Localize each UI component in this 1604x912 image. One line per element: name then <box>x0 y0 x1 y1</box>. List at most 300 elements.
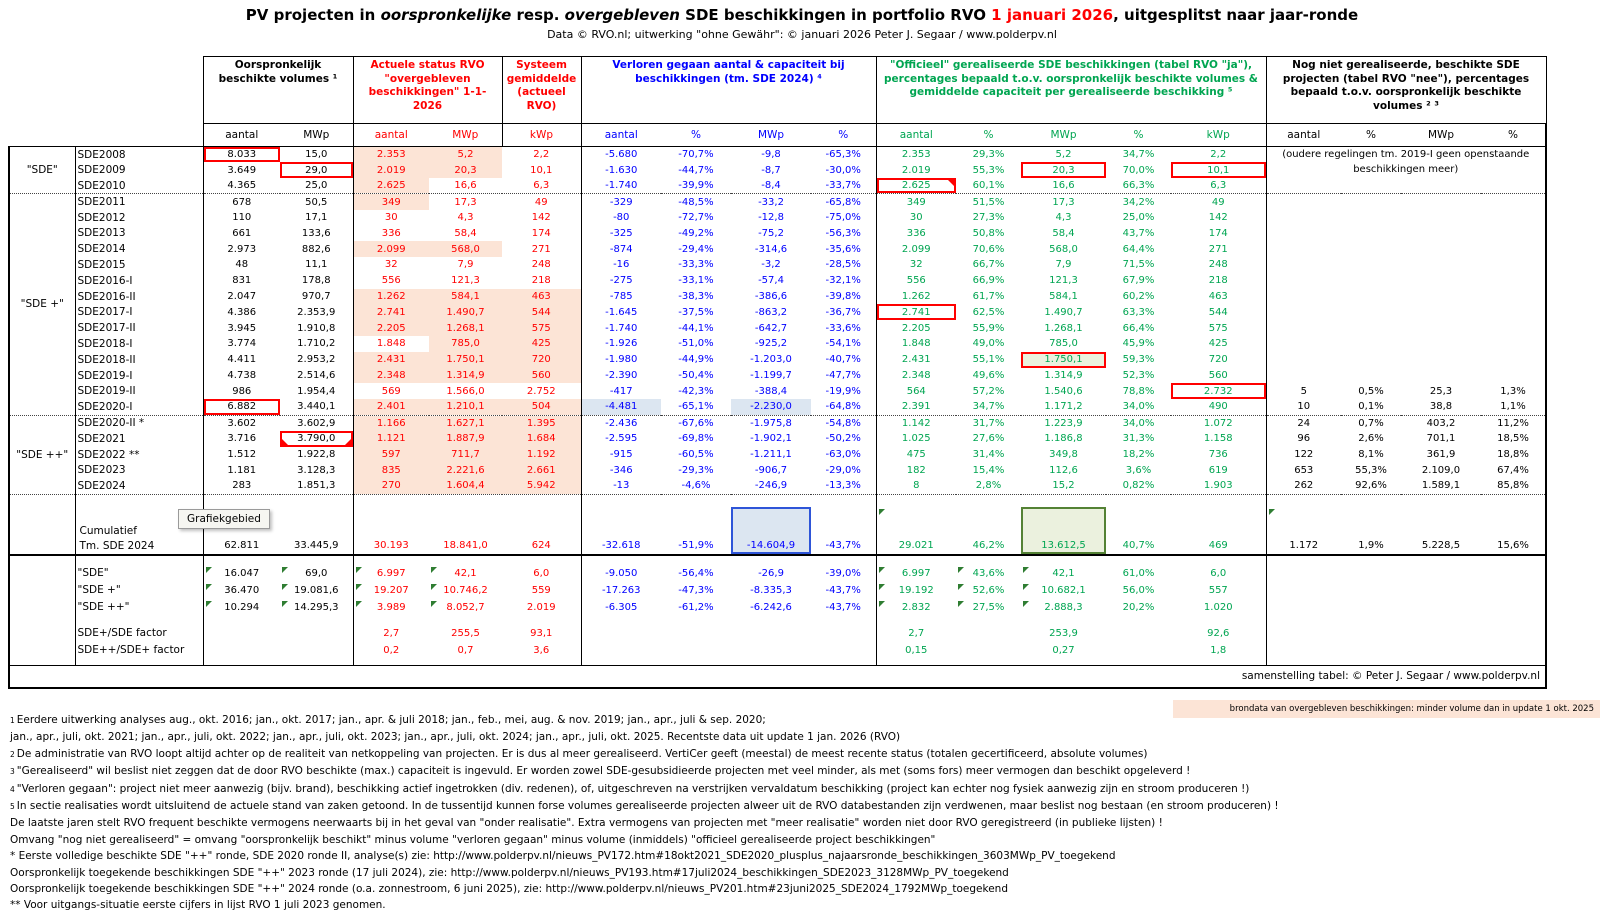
data-cell: -48,5% <box>678 196 714 208</box>
data-cell <box>1021 659 1106 666</box>
data-cell: -42,3% <box>678 385 714 397</box>
table-row <box>9 399 1546 415</box>
data-cell <box>1401 625 1481 642</box>
footnote-line <box>10 848 1210 864</box>
row-label: SDE2017-I <box>77 306 133 319</box>
data-cell: 55,3% <box>972 164 1005 176</box>
data-cell: -36,7% <box>825 306 861 318</box>
data-cell: 10.746,2 <box>429 582 502 599</box>
data-cell <box>811 616 876 625</box>
data-cell: 575 <box>502 320 581 336</box>
data-cell: 711,7 <box>429 447 502 463</box>
data-cell <box>280 494 353 507</box>
data-cell <box>353 494 429 507</box>
data-cell <box>876 555 956 565</box>
data-cell <box>1401 494 1481 507</box>
summary-row <box>9 599 1546 616</box>
row-label: SDE2019-I <box>77 369 133 382</box>
data-cell: 349 <box>876 194 956 210</box>
data-cell: 1.166 <box>353 415 429 431</box>
data-cell <box>1481 368 1546 384</box>
column-subheader: aantal <box>353 124 429 147</box>
data-cell: 248 <box>531 259 551 271</box>
column-group-header: Oorspronkelijk beschikte volumes ¹ <box>203 57 353 124</box>
footnote-text: De administratie van RVO loopt altijd achter op de realiteit van netkoppeling van projecten. Er is dus al meer gerealiseerd. VertiCer geeft (meestal) de meest recente status (totalen gecertificeerd, absolute volumes) <box>16 747 1148 760</box>
data-cell: -80 <box>581 210 661 226</box>
row-label: SDE+/SDE factor <box>77 627 167 640</box>
footnote-text: "Verloren gegaan": project niet meer aanwezig (bijv. brand), beschikking actief ingetrokken (div. redenen), of, uitgeschreven na verstrijken vervaldatum beschikking (project kan echter nog fysiek aanwezig zijn en stroom produceren !) <box>16 782 1250 795</box>
data-cell <box>876 494 956 507</box>
data-cell: 0,5% <box>1358 385 1384 397</box>
table-row <box>9 289 1546 305</box>
data-cell <box>581 642 661 659</box>
data-cell: 1.186,8 <box>1044 433 1083 445</box>
data-cell <box>1341 304 1401 320</box>
data-cell: -906,7 <box>754 464 788 476</box>
data-cell: 34,7% <box>1122 149 1155 161</box>
data-cell: 5 <box>1266 383 1341 399</box>
data-cell <box>1481 336 1546 352</box>
data-cell <box>731 616 811 625</box>
data-cell: 31,7% <box>972 417 1005 429</box>
data-cell: 40,7% <box>1106 507 1171 555</box>
data-cell <box>581 659 661 666</box>
data-cell: -325 <box>581 225 661 241</box>
data-cell: 4,3 <box>457 212 474 224</box>
data-cell: 10.294 <box>203 599 280 616</box>
group-label: "SDE +" <box>9 194 75 415</box>
data-cell: 17,3 <box>1052 196 1075 208</box>
data-cell: 61,0% <box>1122 567 1155 579</box>
footnote-text: Omvang "nog niet gerealiseerd" = omvang "oorspronkelijk beschikt" minus volume "verloren gegaan" minus volume (inmiddels) "officieel gerealiseerde project beschikkingen" <box>10 833 936 846</box>
data-cell: -64,8% <box>811 399 876 415</box>
data-cell <box>1266 194 1341 210</box>
data-cell: -26,9 <box>758 567 784 579</box>
data-cell: 18,5% <box>1481 431 1546 447</box>
footnote-line <box>10 712 1210 729</box>
data-cell <box>280 555 353 565</box>
data-cell: -51,0% <box>678 338 714 350</box>
data-cell: 1.589,1 <box>1401 478 1481 494</box>
data-cell: 48 <box>203 257 280 273</box>
data-cell <box>1401 304 1481 320</box>
data-cell: 2.019 <box>876 162 956 178</box>
data-cell: -39,8% <box>825 291 861 303</box>
data-cell: 1.171,2 <box>1021 399 1106 415</box>
column-subheader: % <box>811 124 876 147</box>
table-row <box>9 336 1546 352</box>
data-cell: 720 <box>1208 354 1228 366</box>
data-cell: -1.926 <box>581 336 661 352</box>
data-cell: -65,3% <box>825 149 861 161</box>
data-cell: -863,2 <box>754 306 788 318</box>
data-cell: -54,1% <box>825 338 861 350</box>
data-cell: -314,6 <box>754 243 788 255</box>
footnote-line <box>10 781 1250 798</box>
title-segment: overgebleven <box>564 6 680 24</box>
data-cell: 361,9 <box>1426 449 1456 461</box>
data-cell: -275 <box>581 273 661 289</box>
data-cell <box>1341 659 1401 666</box>
data-cell <box>1401 273 1481 289</box>
footnote-line <box>10 746 1210 763</box>
data-cell: 2.953,2 <box>297 354 336 366</box>
data-cell <box>1171 555 1266 565</box>
data-cell <box>1341 225 1401 241</box>
data-cell: 60,1% <box>956 178 1021 194</box>
row-label: SDE2017-II <box>77 322 136 335</box>
footnote-line <box>10 881 1210 897</box>
data-cell <box>1106 616 1171 625</box>
data-cell: -65,1% <box>661 399 731 415</box>
data-cell: 7,9 <box>1055 259 1072 271</box>
data-cell: 2.221,6 <box>429 462 502 478</box>
data-cell: 1.223,9 <box>1044 417 1083 429</box>
data-cell: 142 <box>1208 212 1228 224</box>
data-cell <box>280 625 353 642</box>
data-cell: 1.750,1 <box>429 352 502 368</box>
data-cell: 3.774 <box>203 336 280 352</box>
data-cell <box>661 625 731 642</box>
data-cell: 34,2% <box>1122 196 1155 208</box>
group-label-spacer <box>9 616 75 625</box>
data-cell: 5,2 <box>1055 149 1072 161</box>
data-cell: 882,6 <box>301 243 331 255</box>
data-cell: 575 <box>1208 322 1228 334</box>
data-cell <box>661 555 731 565</box>
data-cell <box>731 625 811 642</box>
data-cell: 785,0 <box>1049 338 1078 350</box>
data-cell: 0,2 <box>353 642 429 659</box>
data-cell <box>203 659 280 666</box>
data-cell: -2.230,0 <box>731 399 811 415</box>
data-cell <box>1341 194 1401 210</box>
data-cell: 678 <box>203 194 280 210</box>
data-cell: 1.142 <box>876 415 956 431</box>
group-label-spacer <box>9 555 75 565</box>
row-label: SDE2015 <box>77 258 126 271</box>
data-cell <box>581 625 661 642</box>
row-label <box>75 494 203 507</box>
data-cell: 31,3% <box>1122 433 1155 445</box>
data-cell: 0,27 <box>1052 644 1075 656</box>
data-cell: -32,1% <box>825 275 861 287</box>
data-cell: 661 <box>203 225 280 241</box>
data-cell: 469 <box>1171 507 1266 555</box>
header-row <box>9 57 1546 124</box>
data-cell: -19,9% <box>825 385 861 397</box>
data-cell <box>1266 368 1341 384</box>
data-cell: 32 <box>876 257 956 273</box>
data-cell: 271 <box>1208 243 1228 255</box>
data-cell <box>1341 582 1401 599</box>
data-cell: 67,4% <box>1481 462 1546 478</box>
data-cell <box>1481 565 1546 582</box>
data-cell: 1.848 <box>876 336 956 352</box>
sde-table <box>8 56 1547 689</box>
data-cell: 2.741 <box>876 304 956 320</box>
table-row <box>9 178 1546 194</box>
data-cell: -75,0% <box>825 212 861 224</box>
data-cell: 10,1 <box>530 164 553 176</box>
data-cell: -9.050 <box>581 565 661 582</box>
data-cell <box>581 555 661 565</box>
data-cell: 56,0% <box>1122 584 1155 596</box>
data-cell <box>731 494 811 507</box>
data-cell: -785 <box>581 289 661 305</box>
data-cell: 15,0 <box>305 149 328 161</box>
table-credit: samenstelling tabel: © Peter J. Segaar / www.polderpv.nl <box>9 665 1546 688</box>
data-cell: -38,3% <box>678 291 714 303</box>
data-cell: 1.627,1 <box>429 415 502 431</box>
data-cell <box>1481 599 1546 616</box>
data-cell: 45,9% <box>1122 338 1155 350</box>
data-cell: -388,4 <box>754 385 788 397</box>
data-cell: -40,7% <box>825 354 861 366</box>
data-cell <box>280 642 353 659</box>
data-cell: 6.882 <box>203 399 280 415</box>
data-cell: 30 <box>353 210 429 226</box>
data-cell: 5.942 <box>502 478 581 494</box>
column-group-header: Systeem gemiddelde (actueel RVO) <box>502 57 581 124</box>
data-cell: 1.512 <box>203 447 280 463</box>
data-cell <box>1401 642 1481 659</box>
group-label-spacer <box>9 642 75 659</box>
data-cell: -14.604,9 <box>731 507 811 555</box>
data-cell: -50,4% <box>678 370 714 382</box>
data-cell <box>502 659 581 666</box>
data-cell <box>203 625 280 642</box>
data-cell: -43,7% <box>825 601 861 613</box>
data-cell: 92,6 <box>1207 627 1230 639</box>
data-cell <box>1341 555 1401 565</box>
data-cell <box>1341 336 1401 352</box>
data-cell: 556 <box>353 273 429 289</box>
data-cell <box>1481 194 1546 210</box>
data-cell <box>1401 616 1481 625</box>
credit-row <box>9 665 1546 688</box>
data-cell: 16,6 <box>429 178 502 194</box>
data-cell <box>1401 352 1481 368</box>
data-cell: 8 <box>876 478 956 494</box>
data-cell <box>280 659 353 666</box>
row-label: SDE2012 <box>77 211 126 224</box>
data-cell <box>1341 599 1401 616</box>
group-label-spacer <box>9 494 75 507</box>
summary-row <box>9 565 1546 582</box>
data-cell: 2.401 <box>353 399 429 415</box>
data-cell: -30,0% <box>825 164 861 176</box>
data-cell: 16.047 <box>203 565 280 582</box>
table-row <box>9 225 1546 241</box>
data-cell: 1.566,0 <box>446 385 485 397</box>
data-cell: 18,8% <box>1481 447 1546 463</box>
footnote-text: De laatste jaren stelt RVO frequent beschikte vermogens neerwaarts bij in het geval van "onder realisatie". Extra vermogens van projecten met "meer realisatie" worden niet door RVO geregistreerd (in publieke lijsten) ! <box>10 817 1163 830</box>
data-cell: -1.975,8 <box>750 417 792 429</box>
data-cell: 0,7% <box>1358 417 1384 429</box>
data-cell: -8.335,3 <box>750 584 792 596</box>
data-cell: 2,7 <box>353 625 429 642</box>
data-cell <box>429 659 502 666</box>
row-label: SDE2013 <box>77 227 126 240</box>
data-cell: -13,3% <box>811 478 876 494</box>
data-cell <box>1266 599 1341 616</box>
data-cell: 55,9% <box>972 322 1005 334</box>
page-title <box>0 6 1604 24</box>
data-cell <box>1106 659 1171 666</box>
data-cell: 2.019 <box>526 601 556 613</box>
footnote-marker: 2 <box>10 749 15 759</box>
data-cell: 490 <box>1171 399 1266 415</box>
data-cell: 60,2% <box>1122 291 1155 303</box>
data-cell: 17,3 <box>454 196 477 208</box>
data-cell: 831 <box>203 273 280 289</box>
data-cell <box>581 494 661 507</box>
data-cell: 504 <box>502 399 581 415</box>
data-cell: 33.445,9 <box>280 507 353 555</box>
data-cell: 61,7% <box>972 291 1005 303</box>
data-cell <box>203 616 280 625</box>
data-cell: 2.353 <box>353 147 429 163</box>
data-cell <box>502 616 581 625</box>
data-cell: 463 <box>1208 291 1228 303</box>
column-subheader: MWp <box>429 124 502 147</box>
data-cell: 49 <box>534 196 548 208</box>
data-cell <box>1171 659 1266 666</box>
footnote-text: Oorspronkelijk toegekende beschikkingen SDE "++" 2023 ronde (17 juli 2024), zie: http://www.polderpv.nl/nieuws_PV193.htm#17juli2024_beschikkingen_SDE2023_3128MWp_PV_toegekend <box>10 866 1009 879</box>
column-subheader: MWp <box>280 124 353 147</box>
data-cell: -47,7% <box>825 370 861 382</box>
row-label: SDE2016-II <box>77 290 136 303</box>
data-cell: 2.348 <box>876 368 956 384</box>
data-cell: 463 <box>502 289 581 305</box>
data-cell: 122 <box>1266 447 1341 463</box>
data-cell <box>1481 273 1546 289</box>
data-cell: -9,8 <box>761 149 781 161</box>
group-label-spacer <box>9 582 75 599</box>
row-label: SDE2018-I <box>77 337 133 350</box>
data-cell: 1.262 <box>876 289 956 305</box>
cumulative-sublabel: Tm. SDE 2024 <box>79 539 155 552</box>
data-cell: 27,3% <box>972 212 1005 224</box>
data-cell: 1.314,9 <box>429 368 502 384</box>
row-label: "SDE" <box>77 567 109 580</box>
data-cell: 174 <box>531 227 551 239</box>
data-cell: 262 <box>1266 478 1341 494</box>
data-cell <box>1171 616 1266 625</box>
data-cell <box>1341 352 1401 368</box>
data-cell: -1.199,7 <box>750 370 792 382</box>
data-cell: -50,2% <box>825 433 861 445</box>
data-cell <box>1106 494 1171 507</box>
table-row <box>9 431 1546 447</box>
group-label-spacer <box>9 507 75 555</box>
data-cell: 121,3 <box>451 275 480 287</box>
factor-row <box>9 642 1546 659</box>
page-subtitle: Data © RVO.nl; uitwerking "ohne Gewähr": © januari 2026 Peter J. Segaar / www.polderpv.nl <box>547 28 1057 41</box>
footnote-line <box>10 832 1210 848</box>
data-cell: -2.436 <box>581 415 661 431</box>
subheader-row <box>9 124 1546 147</box>
data-cell: -246,9 <box>731 478 811 494</box>
table-row <box>9 415 1546 431</box>
table-row <box>9 194 1546 210</box>
data-cell: -47,3% <box>678 584 714 596</box>
data-cell: 1.848 <box>353 336 429 352</box>
data-cell: -57,4 <box>758 275 784 287</box>
row-label: SDE2020-I <box>75 399 203 415</box>
title-segment: resp. <box>511 6 565 24</box>
data-cell: -63,0% <box>825 449 861 461</box>
row-label: "SDE +" <box>77 584 121 597</box>
data-cell: -39,9% <box>661 178 731 194</box>
footnote-text: Eerdere uitwerking analyses aug., okt. 2016; jan., okt. 2017; jan., apr. & juli 2018; jan., feb., mei, aug. & nov. 2019; jan., apr., juli & sep. 2020; <box>16 714 766 726</box>
spacer-row <box>9 616 1546 625</box>
data-cell: 4.411 <box>203 352 280 368</box>
data-cell: -346 <box>581 462 661 478</box>
data-cell: 133,6 <box>301 227 331 239</box>
data-cell: 2.514,6 <box>297 370 336 382</box>
row-label: SDE2008 <box>77 148 126 161</box>
data-cell: 20,3 <box>429 162 502 178</box>
data-cell: 10,1 <box>1171 162 1266 178</box>
data-cell <box>1401 368 1481 384</box>
data-cell <box>1341 289 1401 305</box>
data-cell: 42,1 <box>429 565 502 582</box>
column-group-header: Verloren gegaan aantal & capaciteit bij beschikkingen (tm. SDE 2024) ⁴ <box>581 57 876 124</box>
data-cell <box>1266 352 1341 368</box>
data-cell: 58,4 <box>454 227 477 239</box>
data-cell: 55,1% <box>972 354 1005 366</box>
data-cell: -13 <box>581 478 661 494</box>
data-cell: 112,6 <box>1049 464 1078 476</box>
table-row <box>9 368 1546 384</box>
data-cell: 2,2 <box>533 149 550 161</box>
data-cell: 30 <box>876 210 956 226</box>
data-cell: 1.851,3 <box>280 478 353 494</box>
data-cell: 1.540,6 <box>1044 385 1083 397</box>
data-cell: 50,5 <box>305 196 328 208</box>
data-cell: 403,2 <box>1426 417 1456 429</box>
data-cell: 2.205 <box>353 320 429 336</box>
data-cell: -49,2% <box>678 227 714 239</box>
data-cell: 1.490,7 <box>429 304 502 320</box>
data-cell: 1.954,4 <box>297 385 336 397</box>
data-cell: 2.353 <box>876 147 956 163</box>
data-cell: 66,9% <box>972 275 1005 287</box>
data-cell: 96 <box>1266 431 1341 447</box>
title-segment: oorspronkelijke <box>380 6 512 24</box>
column-group-header: Actuele status RVO "overgebleven beschikkingen" 1-1-2026 <box>353 57 502 124</box>
data-cell: -33,7% <box>811 178 876 194</box>
data-cell: -1.980 <box>581 352 661 368</box>
data-cell: 57,2% <box>972 385 1005 397</box>
footnote-line <box>10 897 1210 912</box>
spacer-row <box>9 494 1546 507</box>
data-cell: 3.716 <box>203 431 280 447</box>
data-cell: -51,9% <box>661 507 731 555</box>
column-subheader: kWp <box>502 124 581 147</box>
footnotes <box>10 712 1279 912</box>
data-cell <box>1481 178 1546 194</box>
data-cell: 785,0 <box>429 336 502 352</box>
column-group-header: Nog niet gerealiseerde, beschikte SDE projecten (tabel RVO "nee"), percentages bepaald t.o.v. oorspronkelijk beschikte volumes ² ³ <box>1266 57 1546 124</box>
data-cell: 8,1% <box>1358 449 1384 461</box>
data-cell <box>1266 642 1341 659</box>
data-cell: -1.902,1 <box>750 433 792 445</box>
data-cell: 43,6% <box>956 565 1021 582</box>
data-cell: 560 <box>1208 370 1228 382</box>
